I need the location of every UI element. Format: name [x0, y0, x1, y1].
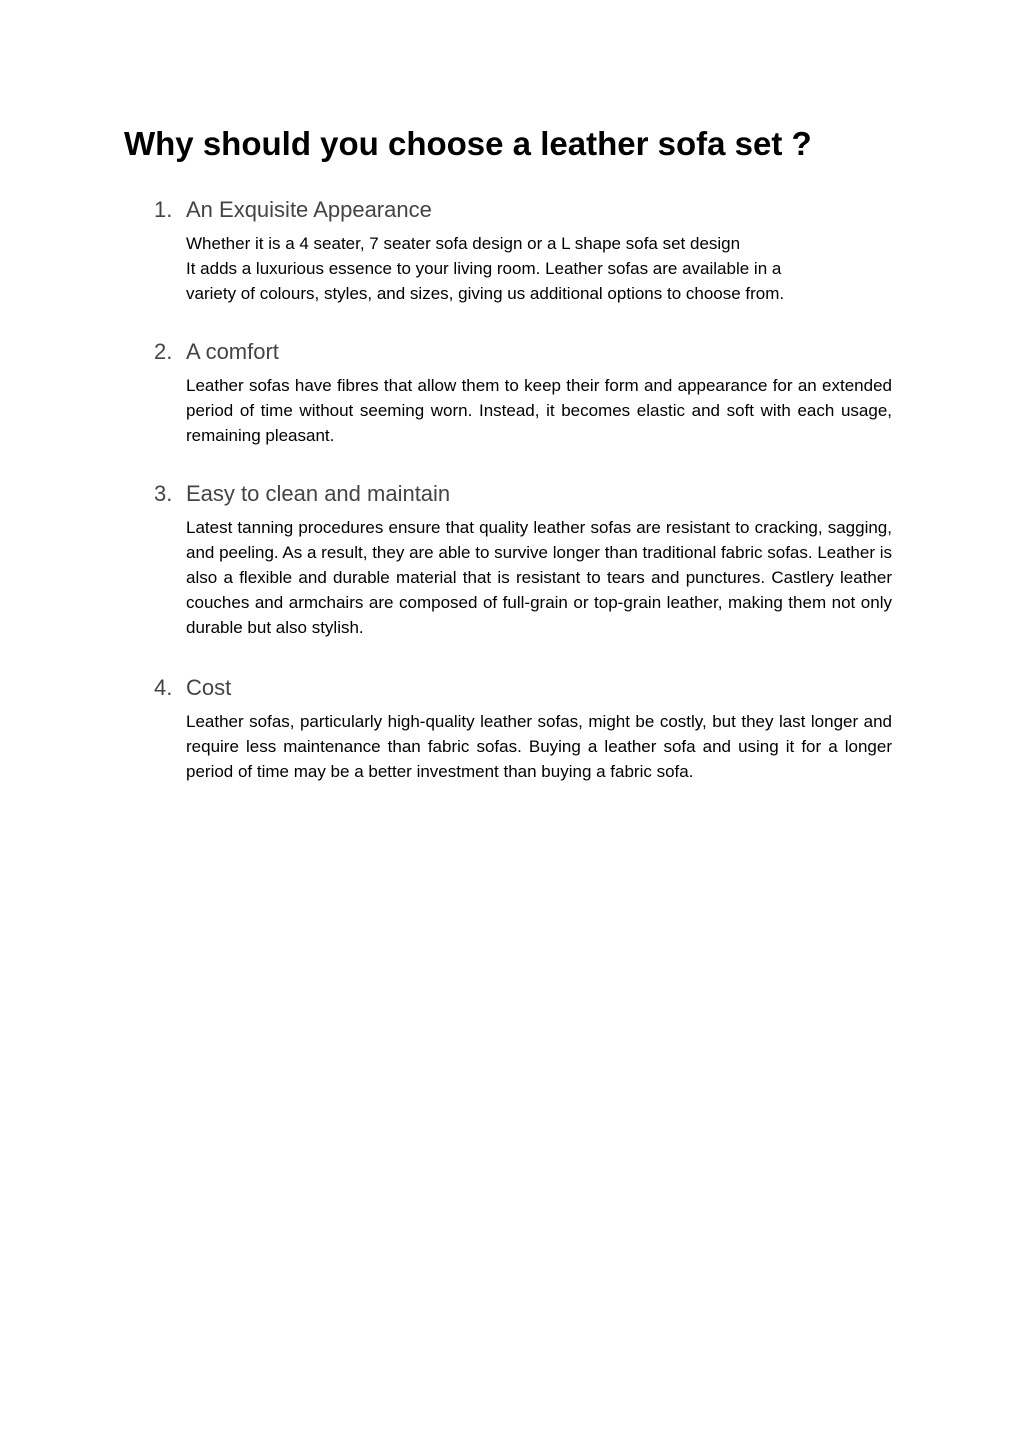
section-heading: Easy to clean and maintain — [186, 481, 451, 506]
body-paragraph: Leather sofas have fibres that allow them to keep their form and appearance for an extended period of time without seeming worn. Instead, it becomes elastic and soft with each usage, remaining pleasant. — [186, 376, 892, 445]
section-heading: An Exquisite Appearance — [186, 197, 432, 222]
section-body — [186, 231, 892, 306]
section-number: 4. — [154, 675, 173, 700]
body-paragraph: Latest tanning procedures ensure that quality leather sofas are resistant to cracking, sagging, and peeling. As a result, they are able to survive longer than traditional fabric sofas. Leather is also a flexible and durable material that is resistant to tears and punctures. Castlery leather couches and armchairs are composed of full-grain or top-grain leather, making them not only durable but also stylish. — [186, 518, 892, 637]
body-line: Whether it is a 4 seater, 7 seater sofa design or a L shape sofa set design — [186, 234, 741, 253]
body-line: It adds a luxurious essence to your living room. Leather sofas are available in a — [186, 259, 782, 278]
body-line: variety of colours, styles, and sizes, giving us additional options to choose from. — [186, 284, 785, 303]
section-number: 2. — [154, 339, 173, 364]
section-number: 3. — [154, 481, 173, 506]
section-number: 1. — [154, 197, 173, 222]
section-heading: A comfort — [186, 339, 279, 364]
section-body — [186, 515, 892, 640]
section-body — [186, 709, 892, 784]
page-title: Why should you choose a leather sofa set ? — [124, 125, 812, 162]
section-body — [186, 373, 892, 448]
section-heading: Cost — [186, 675, 232, 700]
body-paragraph: Leather sofas, particularly high-quality leather sofas, might be costly, but they last longer and require less maintenance than fabric sofas. Buying a leather sofa and using it for a longer period of time may be a better investment than buying a fabric sofa. — [186, 712, 892, 781]
